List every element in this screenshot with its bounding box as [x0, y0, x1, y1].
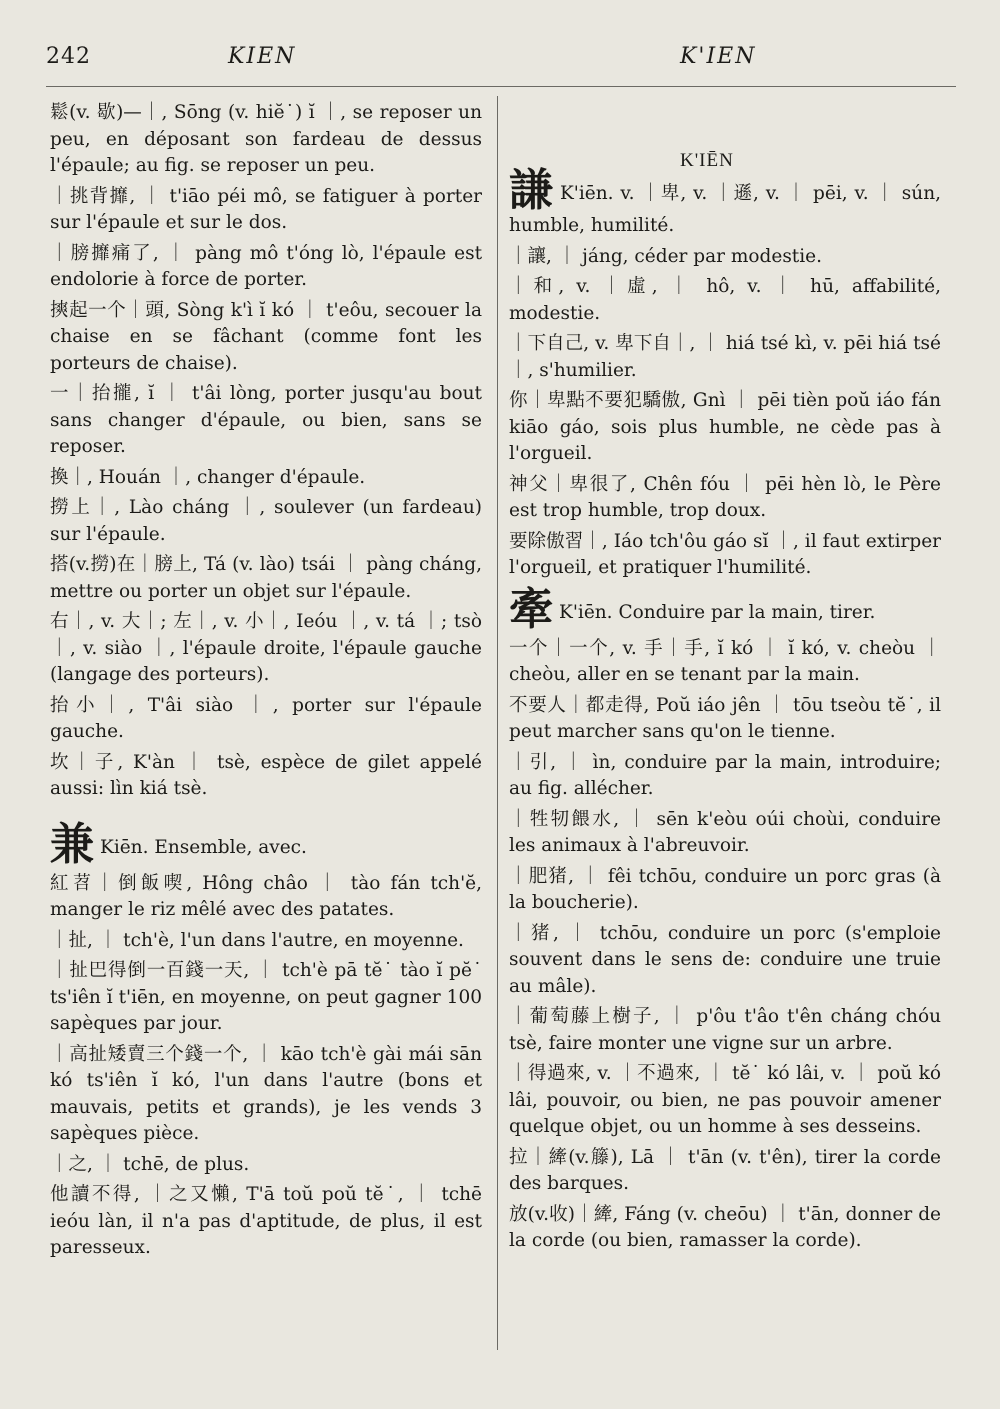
- entry: 紅苕｜倒飯喫, Hông châo ｜ tào fán tch'ĕ, manger le riz mêlé avec des patates.: [50, 872, 482, 920]
- entry: 一个｜一个, v. 手｜手, ĭ kó ｜ ĭ kó, v. cheòu ｜ cheòu, aller en se tenant par la main.: [509, 637, 941, 685]
- section-title: K'IĒN: [680, 150, 734, 171]
- entry: ｜膀攠痛了, ｜ pàng mô t'óng lò, l'épaule est endolorie à force de porter.: [50, 242, 482, 290]
- entry: 你｜卑點不要犯驕傲, Gnì ｜ pēi tièn poŭ iáo fán kiāo gáo, sois plus humble, ne cède pas à l'orgueil.: [509, 390, 941, 464]
- entry: 不要人｜都走得, Poŭ iáo jên ｜ tōu tseòu tĕ˙, il peut marcher sans qu'on le tienne.: [509, 694, 941, 742]
- headword-definition: K'iēn. Conduire par la main, tirer.: [559, 601, 876, 623]
- entry: ｜下自己, v. 卑下自｜, ｜ hiá tsé kì, v. pēi hiá tsé ｜, s'humilier.: [509, 333, 941, 381]
- entry: 右｜, v. 大｜; 左｜, v. 小｜, Ieóu ｜, v. tá ｜; tsò ｜, v. siào ｜, l'épaule droite, l'épaule gauche (langage des porteurs).: [50, 611, 482, 685]
- entry: ｜葡萄藤上樹子, ｜ p'ôu t'âo t'ên cháng chóu tsè, faire monter une vigne sur un arbre.: [509, 1006, 941, 1054]
- page-number: 242: [46, 44, 91, 69]
- entry: ｜讓, ｜ jáng, céder par modestie.: [509, 245, 822, 267]
- headword-entry: [50, 818, 482, 870]
- entry: 抬小｜, T'âi siào ｜, porter sur l'épaule gauche.: [50, 694, 482, 742]
- headword-entry: [509, 583, 941, 635]
- entry: 摤起一个｜頭, Sòng k'ì ĭ kó ｜ t'eôu, secouer la chaise en se fâchant (comme font les porteurs de chaise).: [50, 299, 482, 374]
- entry: ｜肥猪, ｜ fêi tchōu, conduire un porc gras (à la boucherie).: [509, 865, 941, 913]
- entry: 搭(v.撈)在｜膀上, Tá (v. lào) tsái ｜ pàng cháng, mettre ou porter un objet sur l'épaule.: [50, 554, 482, 602]
- header-rule: [46, 86, 956, 87]
- headword-definition: Kiēn. Ensemble, avec.: [100, 836, 307, 858]
- entry: 坎｜子, K'àn ｜ tsè, espèce de gilet appelé aussi: lìn kiá tsè.: [50, 751, 482, 799]
- entry: 一｜抬攏, ĭ ｜ t'âi lòng, porter jusqu'au bout sans changer d'épaule, ou bien, sans se reposer.: [50, 383, 482, 457]
- entry: ｜牲牣餵水, ｜ sēn k'eòu oúi choùi, conduire les animaux à l'abreuvoir.: [509, 808, 941, 856]
- left-column: [50, 100, 482, 1266]
- headword-entry: [509, 165, 942, 240]
- running-head-right: K'IEN: [680, 44, 757, 69]
- headword-char: 兼: [50, 818, 94, 870]
- entry: ｜之, ｜ tchē, de plus.: [50, 1153, 250, 1175]
- entry: 要除傲習｜, Iáo tch'ôu gáo sĭ ｜, il faut extirper l'orgueil, et pratiquer l'humilité.: [509, 530, 941, 578]
- running-head-left: KIEN: [228, 44, 297, 69]
- entry: ｜高扯矮賣三个錢一个, ｜ kāo tch'è gài mái sān kó ts'iên ĭ kó, l'un dans l'autre (bons et mauvais, petits et grands), je les vends 3 sapèques pièce.: [50, 1043, 482, 1144]
- column-divider: [497, 96, 498, 1350]
- right-column: [509, 147, 941, 1259]
- entry: 鬆(v. 歇)—｜, Sōng (v. hiĕ˙) ĭ ｜, se reposer un peu, en déposant son fardeau de dessus l'épaule; au fig. se reposer un peu.: [50, 102, 482, 176]
- entry: 撈上｜, Lào cháng ｜, soulever (un fardeau) sur l'épaule.: [50, 497, 482, 545]
- entry: ｜得過來, v. ｜不過來, ｜ tĕ˙ kó lâi, v. ｜ poŭ kó lâi, pouvoir, ou bien, ne pas pouvoir amener quelque objet, ou un homme à ses desseins.: [509, 1063, 941, 1137]
- entry: 神父｜卑很了, Chên fóu ｜ pēi hèn lò, le Père est trop humble, trop doux.: [509, 473, 941, 521]
- entry: 拉｜縴(v.籐), Lā ｜ t'ān (v. t'ên), tirer la corde des barques.: [509, 1146, 941, 1194]
- entry: 放(v.收)｜縴, Fáng (v. cheōu) ｜ t'ān, donner de la corde (ou bien, ramasser la corde).: [509, 1203, 941, 1251]
- entry: ｜和, v. ｜虛, ｜ hô, v. ｜ hū, affabilité, modestie.: [509, 276, 941, 324]
- entry: ｜引, ｜ ìn, conduire par la main, introduire; au fig. allécher.: [509, 751, 941, 799]
- headword-char: 謙: [509, 165, 554, 216]
- entry: ｜扯巴得倒一百錢一天, ｜ tch'è pā tĕ˙ tào ĭ pĕ˙ ts'iên ĭ t'iēn, en moyenne, on peut gagner 100 sapèques par jour.: [50, 960, 482, 1034]
- entry: 他讀不得, ｜之又懶, T'ā toŭ poŭ tĕ˙, ｜ tchē ieóu làn, il n'a pas d'aptitude, de plus, il est paresseux.: [50, 1184, 482, 1258]
- entry: ｜猪, ｜ tchōu, conduire un porc (s'emploie souvent dans le sens de: conduire une truie au mâle).: [509, 922, 941, 997]
- entry: ｜扯, ｜ tch'è, l'un dans l'autre, en moyenne.: [50, 929, 464, 951]
- entry: ｜挑背攠, ｜ t'iāo péi mô, se fatiguer à porter sur l'épaule et sur le dos.: [50, 185, 482, 233]
- headword-char: 牽: [509, 583, 553, 635]
- entry: 換｜, Houán ｜, changer d'épaule.: [50, 466, 366, 488]
- headword-definition: K'iēn. v. ｜卑, v. ｜遜, v. ｜ pēi, v. ｜ sún, humble, humilité.: [509, 183, 942, 236]
